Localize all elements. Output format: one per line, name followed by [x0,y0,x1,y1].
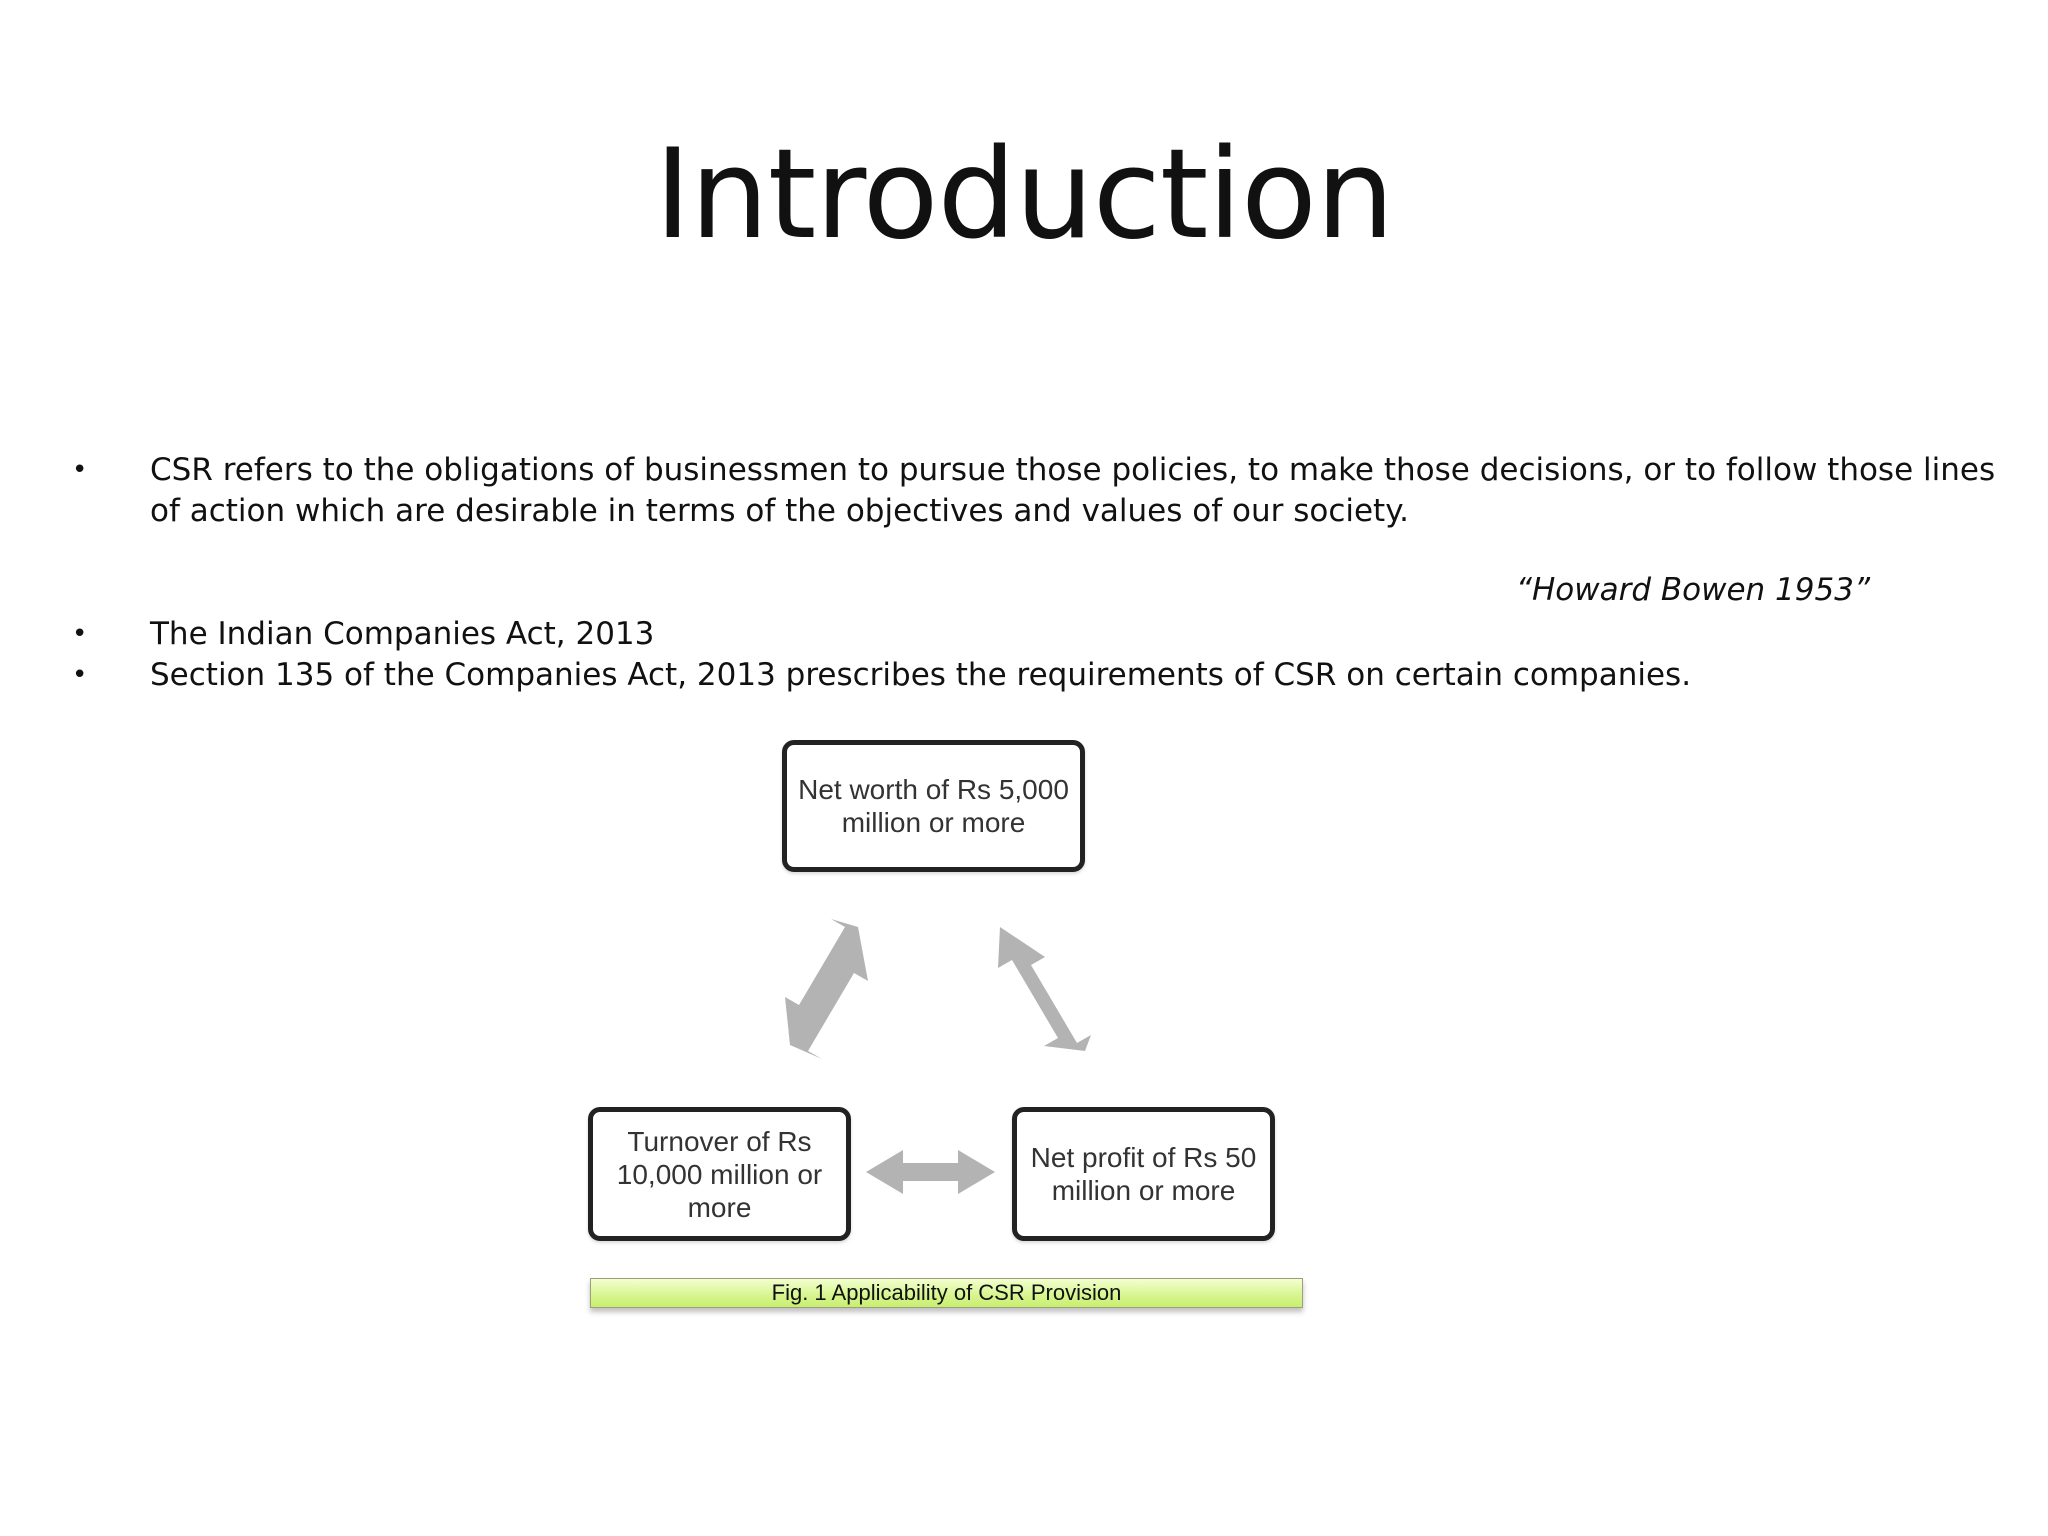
bullet-marker: • [72,660,88,690]
diagram-box-turnover: Turnover of Rs 10,000 million or more [588,1107,851,1241]
bullet-text: The Indian Companies Act, 2013 [150,616,655,652]
diagram-box-net-profit: Net profit of Rs 50 million or more [1012,1107,1275,1241]
diagram-box-net-worth: Net worth of Rs 5,000 million or more [782,740,1085,872]
slide-title: Introduction [654,123,1394,267]
bullet-marker: • [72,619,88,649]
double-arrow-horizontal-icon [866,1150,995,1194]
double-arrow-right-diagonal-icon [998,927,1091,1051]
figure-caption: Fig. 1 Applicability of CSR Provision [590,1278,1303,1308]
bullet-text: CSR refers to the obligations of businessmen to pursue those policies, to make those decisions, or to follow those lines of action which are desirable in terms of the objectives and values of our society. [150,452,1996,529]
bullet-marker: • [72,455,88,485]
quote-attribution: “Howard Bowen 1953” [1515,572,1870,608]
double-arrow-left-diagonal-icon [785,919,868,1059]
bullet-text: Section 135 of the Companies Act, 2013 prescribes the requirements of CSR on certain companies. [150,657,1692,693]
